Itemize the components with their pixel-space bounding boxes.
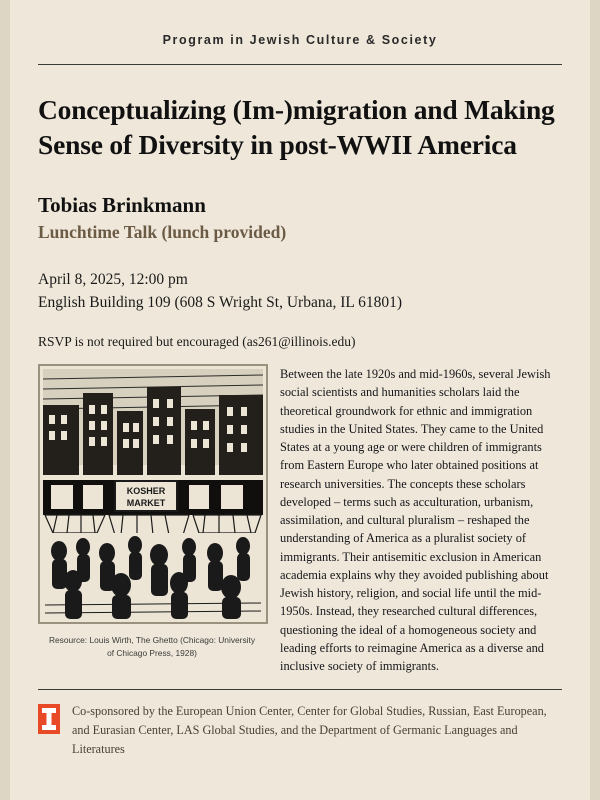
footer <box>38 702 562 759</box>
block-i-logo-icon <box>38 704 60 734</box>
event-subtitle: Lunchtime Talk (lunch provided) <box>38 222 287 243</box>
figure-caption: Resource: Louis Wirth, The Ghetto (Chicago: University of Chicago Press, 1928) <box>48 635 256 658</box>
woodcut-illustration <box>38 364 268 624</box>
abstract-text: Between the late 1920s and mid-1960s, several Jewish social scientists and humanities scholars laid the theoretical groundwork for ethnic and immigration studies in the United States. They came to the United States at a young age or were children of immigrants from Eastern Europe who later obtained positions at research universities. The concepts these scholars developed – terms such as acculturation, urbanism, assimilation, and cultural pluralism – reshaped the understanding of America as a pluralist society of immigrants. Their antisemitic exclusion in American academia explains why they avoided publishing about Jewish history, religion, and social life until the mid-1950s. Instead, they researched cultural differences, questioning the ideal of a homogeneous society and leading efforts to reimagine America as a diverse and inclusive society of immigrants. <box>280 367 551 673</box>
figure <box>38 364 266 659</box>
page-title: Conceptualizing (Im-)migration and Making Sense of Diversity in post-WWII America <box>38 94 555 160</box>
event-datetime: April 8, 2025, 12:00 pm <box>38 271 188 289</box>
content-row <box>38 364 562 675</box>
divider-top <box>38 64 562 65</box>
page-edge-right <box>590 0 600 800</box>
speaker-name: Tobias Brinkmann <box>38 193 206 218</box>
event-location: English Building 109 (608 S Wright St, Urbana, IL 61801) <box>38 293 403 311</box>
sign-text-2: MARKET <box>126 498 166 509</box>
sign-text-1: KOSHER <box>126 486 166 497</box>
program-heading: Program in Jewish Culture & Society <box>162 33 438 47</box>
sponsors-text: Co-sponsored by the European Union Center, Center for Global Studies, Russian, East European, and Eurasian Center, LAS Global Studies, and the Department of Germanic Languages and Literatures <box>72 704 547 757</box>
rsvp-note: RSVP is not required but encouraged (as261@illinois.edu) <box>38 334 356 350</box>
page-edge-left <box>0 0 10 800</box>
divider-bottom <box>38 689 562 690</box>
